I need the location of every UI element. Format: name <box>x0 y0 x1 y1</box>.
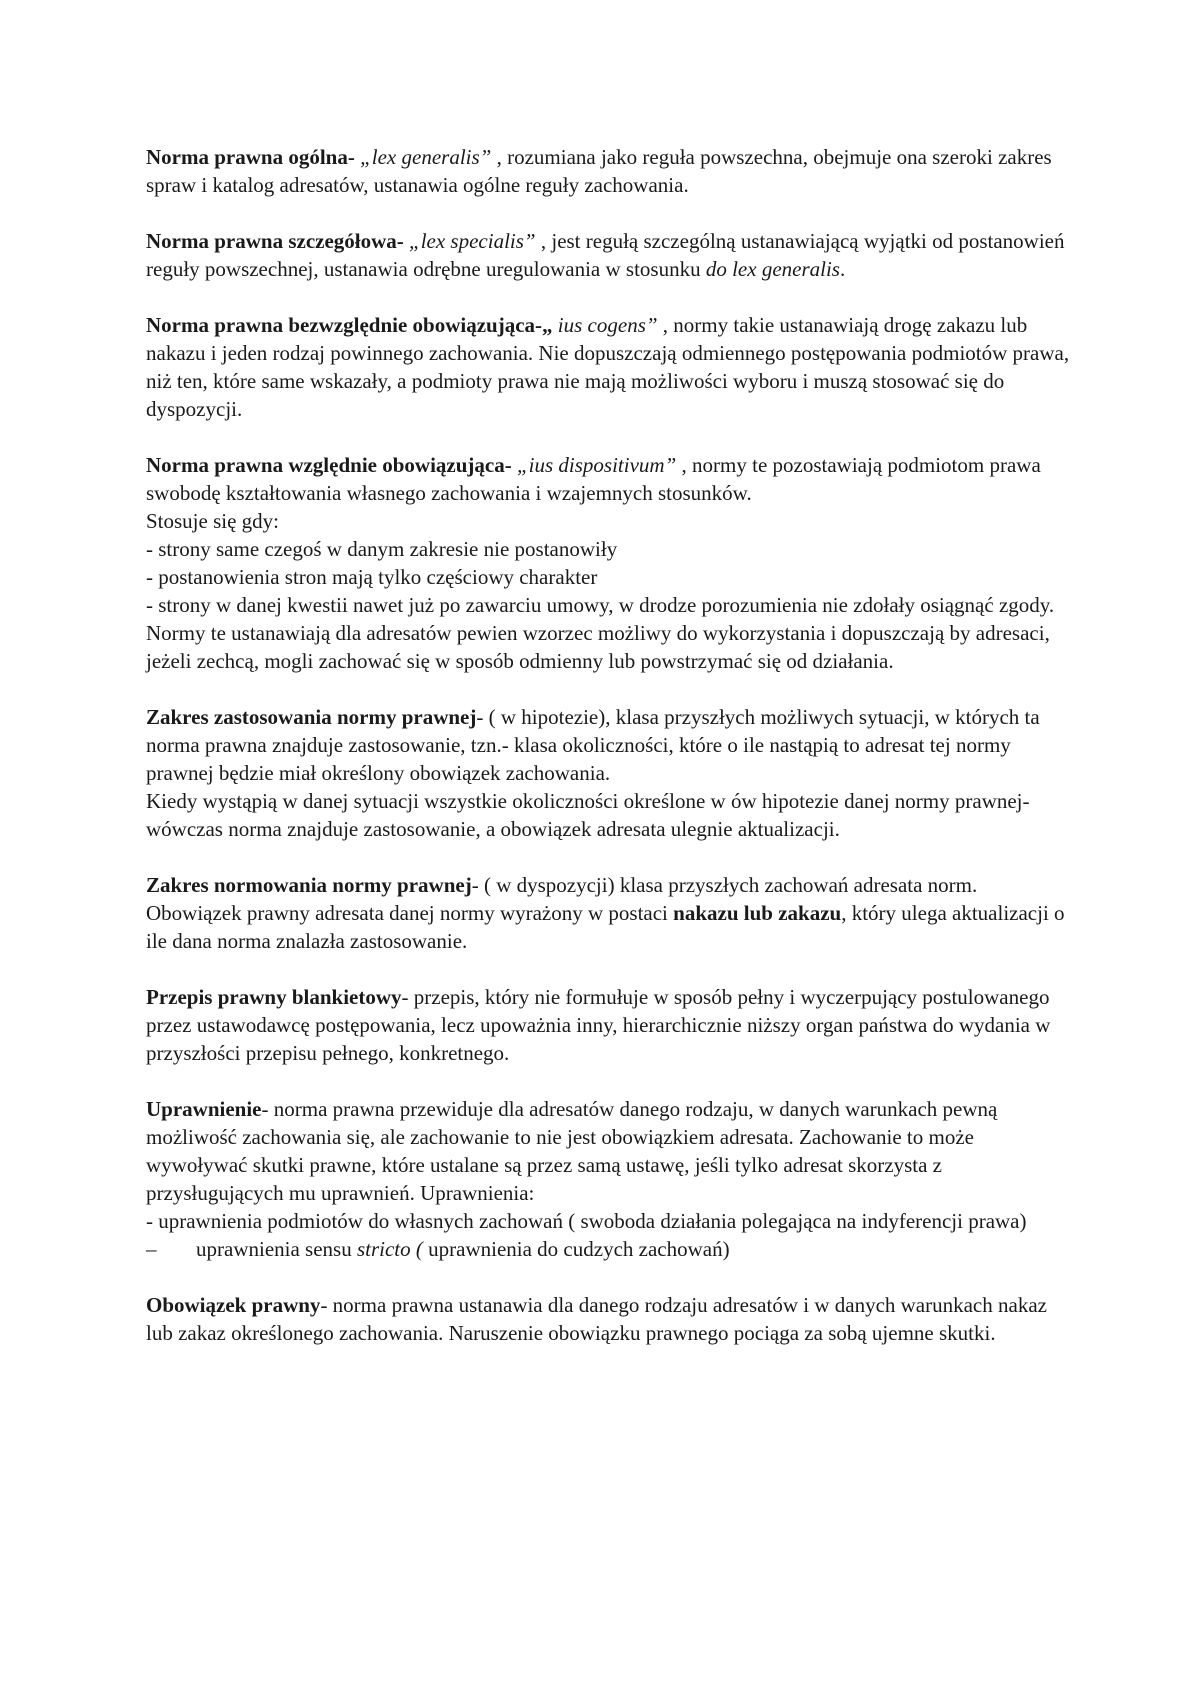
definition-text: , rozumiana jako reguła powszechna, obejmuje ona szeroki zakres spraw i katalog adresatów, ustanawia ogólne reguły zachowania. <box>146 145 1052 197</box>
term-heading: Norma prawna bezwzględnie obowiązująca <box>146 313 536 337</box>
paragraph-uprawnienie <box>146 1095 1076 1263</box>
list-item-post: uprawnienia do cudzych zachowań) <box>422 1237 730 1261</box>
term-heading: Zakres normowania normy prawnej <box>146 873 472 897</box>
term-heading: Norma prawna względnie obowiązująca <box>146 453 505 477</box>
list-item: - strony same czegoś w danym zakresie nie postanowiły <box>146 537 618 561</box>
list-item: - uprawnienia podmiotów do własnych zachowań ( swoboda działania polegająca na indyferencji prawa) <box>146 1209 1027 1233</box>
term-heading: Norma prawna ogólna <box>146 145 348 169</box>
definition-text: - norma prawna ustanawia dla danego rodzaju adresatów i w danych warunkach nakaz lub zakaz określonego zachowania. Naruszenie obowiązku prawnego pociąga za sobą ujemne skutki. <box>146 1293 1047 1345</box>
definition-text: , normy te pozostawiają podmiotom prawa swobodę kształtowania własnego zachowania i wzajemnych stosunków. <box>146 453 1041 505</box>
list-outro: Normy te ustanawiają dla adresatów pewien wzorzec możliwy do wykorzystania i dopuszczają by adresaci, jeżeli zechcą, mogli zachować się w sposób odmienny lub powstrzymać się od działania. <box>146 621 1050 673</box>
definition-text: , normy takie ustanawiają drogę zakazu lub nakazu i jeden rodzaj powinnego zachowania. Nie dopuszczają odmiennego postępowania podmiotów prawa, niż ten, które same wskazały, a podmioty prawa nie mają możliwości wyboru i muszą stosować się do dyspozycji. <box>146 313 1070 421</box>
term-heading: Obowiązek prawny <box>146 1293 321 1317</box>
definition-end: . <box>839 257 846 281</box>
definition-text: , jest regułą szczególną ustanawiającą wyjątki od postanowień reguły powszechnej, ustanawia odrębne uregulowania w stosunku <box>146 229 1065 281</box>
document-page <box>146 143 1076 1375</box>
list-item-text <box>196 1235 730 1263</box>
paragraph-ius-cogens <box>146 311 1076 423</box>
paragraph-zakres-normowania <box>146 871 1076 955</box>
latin-term: „lex specialis” <box>409 229 536 253</box>
list-item: - postanowienia stron mają tylko częściowy charakter <box>146 565 598 589</box>
definition-end: , który ulega aktualizacji o ile dana norma znalazła zastosowanie. <box>146 901 1065 953</box>
latin-term: „lex generalis” <box>360 145 492 169</box>
term-heading: Zakres zastosowania normy prawnej <box>146 705 477 729</box>
definition-text: - norma prawna przewiduje dla adresatów danego rodzaju, w danych warunkach pewną możliwość zachowania się, ale zachowanie to nie jest obowiązkiem adresata. Zachowanie to może wywoływać skutki prawne, które ustalane są przez samą ustawę, jeśli tylko adresat skorzysta z przysługujących mu uprawnień. Uprawnienia: <box>146 1097 998 1205</box>
definition-text: - ( w dyspozycji) klasa przyszłych zachowań adresata norm. Obowiązek prawny adresata danej normy wyrażony w postaci <box>146 873 978 925</box>
definition-text: - przepis, który nie formułuje w sposób pełny i wyczerpujący postulowanego przez ustawodawcę postępowania, lecz upoważnia inny, hierarchicznie niższy organ państwa do wydania w przyszłości przepisu pełnego, konkretnego. <box>146 985 1051 1065</box>
definition-text: - ( w hipotezie), klasa przyszłych możliwych sytuacji, w których ta norma prawna znajduje zastosowanie, tzn.- klasa okoliczności, które o ile nastąpią to adresat tej normy prawnej będzie miał określony obowiązek zachowania. <box>146 705 1040 785</box>
italic-term: stricto ( <box>356 1237 423 1261</box>
list-item-bulleted <box>146 1235 1076 1263</box>
term-separator: - <box>396 229 410 253</box>
term-separator: -„ <box>535 313 558 337</box>
term-separator: - <box>504 453 517 477</box>
paragraph-zakres-zastosowania <box>146 703 1076 843</box>
bold-emphasis: nakazu lub zakazu <box>673 901 842 925</box>
italic-reference: do lex generalis <box>705 257 840 281</box>
paragraph-ius-dispositivum <box>146 451 1076 675</box>
term-separator: - <box>347 145 361 169</box>
paragraph-obowiazek-prawny <box>146 1291 1076 1347</box>
latin-term: „ius dispositivum” <box>516 453 677 477</box>
paragraph-lex-generalis <box>146 143 1076 199</box>
list-item-pre: uprawnienia sensu <box>196 1237 357 1261</box>
dash-bullet: – <box>146 1237 157 1261</box>
definition-continuation: Kiedy wystąpią w danej sytuacji wszystkie okoliczności określone w ów hipotezie danej normy prawnej- wówczas norma znajduje zastosowanie, a obowiązek adresata ulegnie aktualizacji. <box>146 789 1030 841</box>
term-heading: Przepis prawny blankietowy <box>146 985 402 1009</box>
latin-term: ius cogens” <box>557 313 658 337</box>
term-heading: Norma prawna szczegółowa <box>146 229 397 253</box>
term-heading: Uprawnienie <box>146 1097 262 1121</box>
paragraph-przepis-blankietowy <box>146 983 1076 1067</box>
list-item: - strony w danej kwestii nawet już po zawarciu umowy, w drodze porozumienia nie zdołały osiągnąć zgody. <box>146 593 1055 617</box>
paragraph-lex-specialis <box>146 227 1076 283</box>
list-intro: Stosuje się gdy: <box>146 509 280 533</box>
